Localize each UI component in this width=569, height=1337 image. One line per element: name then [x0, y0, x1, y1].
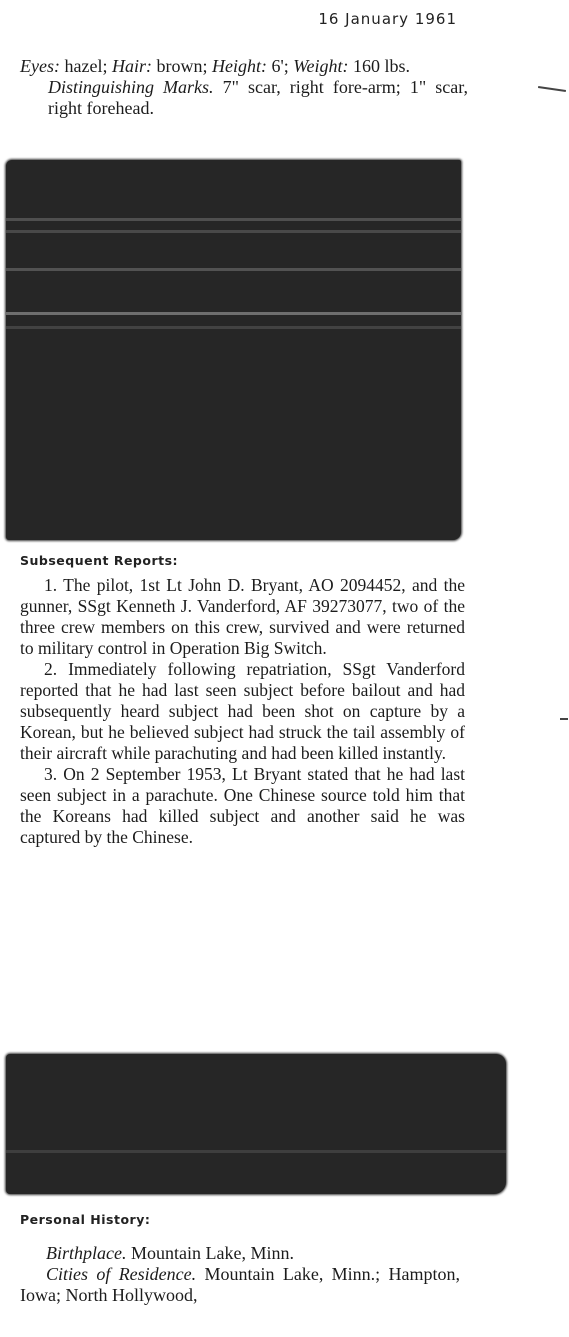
birthplace-label: Birthplace. [46, 1243, 127, 1263]
hair-value: brown; [156, 56, 208, 76]
subsequent-reports-heading: Subsequent Reports: [20, 553, 179, 568]
subsequent-reports-body [20, 575, 465, 848]
cities-of-residence-label: Cities of Residence. [46, 1264, 197, 1284]
height-value: 6'; [271, 56, 289, 76]
redaction-block-top [6, 160, 461, 540]
eyes-value: hazel; [64, 56, 108, 76]
cities-of-residence-value: Mountain Lake, Minn.; Hampton, Iowa; North Hollywood, [20, 1264, 460, 1305]
physical-description [20, 56, 468, 119]
personal-history-body [20, 1243, 460, 1306]
weight-value: 160 lbs. [353, 56, 411, 76]
distinguishing-marks-value: 7" scar, right fore-arm; 1" scar, right forehead. [48, 77, 468, 118]
eyes-label: Eyes: [20, 56, 60, 76]
weight-label: Weight: [293, 56, 349, 76]
distinguishing-marks-label: Distinguishing Marks. [48, 77, 214, 97]
report-item-3: 3. On 2 September 1953, Lt Bryant stated that he had last seen subject in a parachute. One Chinese source told him that the Koreans had killed subject and another said he was captured by the Chinese. [20, 764, 465, 847]
document-date: 16 January 1961 [318, 10, 457, 28]
scan-margin-mark [538, 86, 566, 92]
scan-margin-mark [560, 718, 568, 720]
height-label: Height: [211, 56, 267, 76]
report-item-1: 1. The pilot, 1st Lt John D. Bryant, AO 2094452, and the gunner, SSgt Kenneth J. Vanderford, AF 39273077, two of the three crew members on this crew, survived and were returned to military control in Operation Big Switch. [20, 575, 465, 658]
hair-label: Hair: [111, 56, 152, 76]
personal-history-heading: Personal History: [20, 1212, 151, 1227]
report-item-2: 2. Immediately following repatriation, SSgt Vanderford reported that he had last seen subject before bailout and had subsequently heard subject had been shot on capture by a Korean, but he believed subject had struck the tail assembly of their aircraft while parachuting and had been killed instantly. [20, 659, 465, 763]
redaction-block-bottom [6, 1054, 506, 1194]
birthplace-value: Mountain Lake, Minn. [130, 1243, 294, 1263]
